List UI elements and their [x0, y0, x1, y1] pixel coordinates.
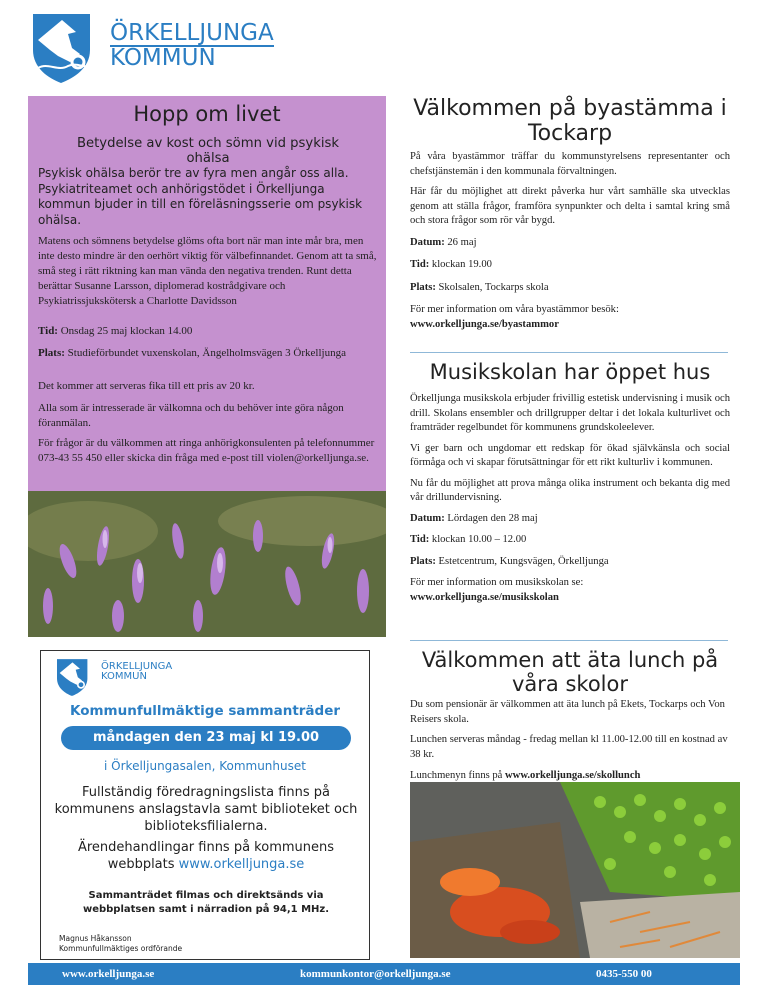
notice-logo: [53, 657, 193, 697]
footer-bar: [28, 963, 740, 985]
byastamma-title: Välkommen på byastämma i Tockarp: [413, 96, 727, 146]
byastamma-date-label: Datum:: [410, 236, 445, 248]
hopp-subtitle: Betydelse av kost och sömn vid psykisk ohälsa: [76, 136, 340, 166]
logo-line2: KOMMUN: [110, 45, 274, 69]
hopp-lead: Psykisk ohälsa berör tre av fyra men angår oss alla. Psykiatriteamet och anhörigstödet i Örkelljunga kommun bjuder in till en föreläsningsserie om psykisk ohälsa.: [38, 166, 363, 227]
notice-logo-line1: ÖRKELLJUNGA: [101, 661, 173, 672]
notice-signer: Magnus Håkansson: [59, 934, 132, 943]
hopp-place-label: Plats:: [38, 347, 65, 359]
musik-more: För mer information om musikskolan se:: [410, 577, 584, 588]
council-meeting-notice: [40, 650, 370, 960]
musik-p1: Örkelljunga musikskola erbjuder frivillig estetisk undervisning i musik och drill. Skolans ensembler och drillgrupper deltar i det lokala kulturlivet och framträder regelbundet för kommunens grundskoleelever.: [410, 393, 730, 433]
municipality-logo: [28, 10, 274, 85]
notice-documents-text: Ärendehandlingar finns på kommunens webbplats: [77, 840, 335, 872]
hopp-time: [38, 324, 378, 339]
notice-signer-role: Kommunfullmäktiges ordförande: [59, 944, 183, 953]
footer-phone: 0435-550 00: [596, 968, 652, 980]
byastamma-time: [410, 258, 730, 273]
byastamma-time-label: Tid:: [410, 259, 430, 270]
logo-line1: ÖRKELLJUNGA: [110, 20, 274, 46]
lunch-p3-text: Lunchmenyn finns på: [410, 770, 506, 781]
hopp-body: Matens och sömnens betydelse glöms ofta bort när man inte mår bra, men inte desto mindre är den oerhört viktig för välbefinnandet. Genom att ta små, små steg i rätt riktning kan man vända den negativa trenden. Runt detta berättar Susanne Larsson, diplomerad kostrådgivare och Psykiatrissjukskötersk a Charlotte Davidsson: [38, 235, 377, 307]
hopp-time-value: Onsdag 25 maj klockan 14.00: [57, 325, 193, 337]
notice-broadcast-info: Sammanträdet filmas och direktsänds via webbplatsen samt i närradion på 94,1 MHz.: [82, 890, 330, 915]
hopp-om-livet-article: [28, 96, 386, 491]
notice-documents-info: [51, 839, 361, 873]
notice-logo-wordmark: [101, 662, 172, 682]
byastamma-link-text[interactable]: www.orkelljunga.se/byastammor: [410, 318, 559, 330]
notice-location: i Örkelljungasalen, Kommunhuset: [104, 759, 306, 773]
byastamma-link[interactable]: [410, 318, 730, 333]
musik-article: [410, 360, 730, 384]
section-divider: [410, 640, 728, 641]
notice-website-link[interactable]: www.orkelljunga.se: [178, 857, 305, 872]
footer-email[interactable]: kommunkontor@orkelljunga.se: [300, 968, 451, 980]
byastamma-date: [410, 236, 730, 251]
byastamma-place-label: Plats:: [410, 281, 436, 293]
musik-time-label: Tid:: [410, 534, 430, 545]
byastamma-body: [410, 150, 730, 332]
byastamma-p1: På våra byastämmor träffar du kommunstyrelsens representanter och chefstjänstemän i den kommunala förvaltningen.: [410, 151, 730, 177]
musik-place-value: Estetcentrum, Kungsvägen, Örkelljunga: [435, 555, 609, 567]
musik-p2: Vi ger barn och ungdomar ett redskap för ökad självkänsla och social förmåga och vi skapar förutsättningar för ett rikt kulturliv i kommunen.: [410, 442, 730, 468]
hopp-place: [38, 346, 378, 361]
musik-place: [410, 555, 730, 570]
hopp-time-label: Tid:: [38, 325, 58, 337]
musik-title: Musikskolan har öppet hus: [429, 360, 711, 384]
notice-logo-line2: KOMMUN: [101, 671, 147, 682]
lunch-link[interactable]: www.orkelljunga.se/skollunch: [505, 770, 641, 781]
notice-signature: [59, 934, 182, 954]
musik-link[interactable]: [410, 591, 730, 606]
heather-photo: [28, 491, 386, 637]
hopp-title: Hopp om livet: [133, 102, 281, 126]
lunch-p2: Lunchen serveras måndag - fredag mellan kl 11.00-12.00 till en kostnad av 38 kr.: [410, 734, 728, 760]
musik-time: [410, 533, 730, 548]
musik-date: [410, 512, 730, 527]
byastamma-place-value: Skolsalen, Tockarps skola: [435, 281, 549, 293]
logo-wordmark: [110, 22, 274, 69]
byastamma-p2: Här får du möjlighet att direkt påverka hur vårt samhälle ska utvecklas genom att ställa frågor, framföra synpunkter och delta i samtal kring små och stora frågor som rör vår bygd.: [410, 186, 730, 226]
lunch-body: [410, 698, 730, 784]
lunch-title: Välkommen att äta lunch på våra skolor: [421, 648, 719, 696]
hopp-place-value: Studieförbundet vuxenskolan, Ängelholmsvägen 3 Örkelljunga: [64, 347, 346, 359]
coat-of-arms-icon: [28, 10, 98, 85]
musik-body: [410, 392, 730, 605]
lunch-p1: Du som pensionär är välkommen att äta lunch på Ekets, Tockarps och Von Reisers skola.: [410, 699, 725, 725]
musik-time-value: klockan 10.00 – 12.00: [429, 534, 527, 545]
notice-date-badge: måndagen den 23 maj kl 19.00: [61, 726, 351, 750]
byastamma-place: [410, 281, 730, 296]
hopp-welcome: Alla som är intresserade är välkomna och du behöver inte göra någon föranmälan.: [38, 402, 344, 429]
musik-date-value: Lördagen den 28 maj: [444, 512, 538, 524]
section-divider: [410, 352, 728, 353]
musik-link-text[interactable]: www.orkelljunga.se/musikskolan: [410, 591, 559, 603]
notice-agenda-info: Fullständig föredragningslista finns på kommunens anslagstavla samt biblioteket och biblioteksfilialerna.: [54, 785, 358, 834]
musik-date-label: Datum:: [410, 512, 445, 524]
notice-title: Kommunfullmäktige sammanträder: [69, 703, 341, 719]
byastamma-more: För mer information om våra byastämmor besök:: [410, 304, 619, 315]
salad-bar-photo: [410, 782, 740, 958]
byastamma-article: [410, 96, 730, 146]
hopp-fika: Det kommer att serveras fika till ett pris av 20 kr.: [38, 380, 255, 392]
musik-p3: Nu får du möjlighet att prova många olika instrument och bekanta dig med vår drillundervisning.: [410, 477, 730, 503]
coat-of-arms-icon: [53, 657, 93, 697]
byastamma-time-value: klockan 19.00: [429, 259, 492, 270]
hopp-contact: För frågor är du välkommen att ringa anhörigkonsulenten på telefonnummer 073-43 55 450 eller skicka din fråga med e-post till violen@orkelljunga.se.: [38, 437, 375, 464]
footer-website[interactable]: www.orkelljunga.se: [62, 968, 155, 980]
byastamma-date-value: 26 maj: [444, 236, 477, 248]
musik-place-label: Plats:: [410, 555, 436, 567]
lunch-article: [410, 648, 730, 696]
